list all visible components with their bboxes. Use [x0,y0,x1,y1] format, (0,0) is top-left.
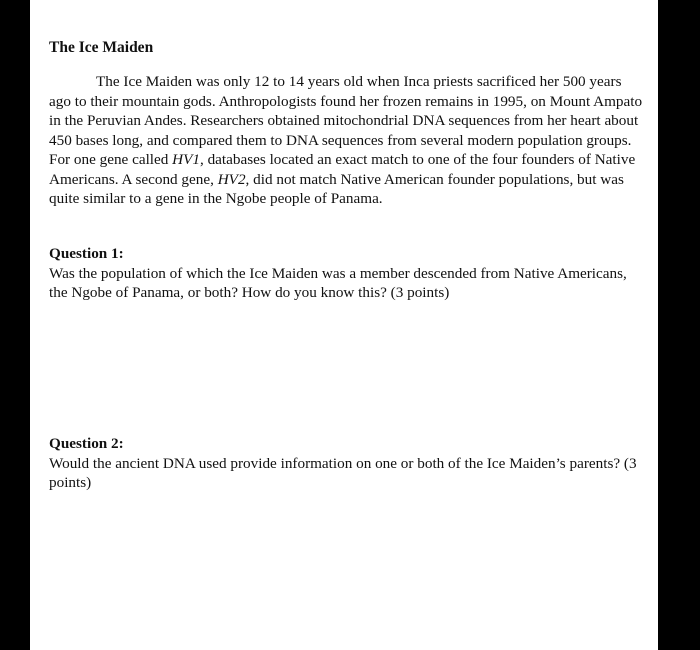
right-black-bar [658,0,700,650]
question-2-heading: Question 2: [49,435,124,452]
question-2 [49,434,645,493]
left-black-bar [0,0,30,650]
document-title: The Ice Maiden [49,39,154,56]
intro-paragraph [49,72,645,209]
paragraph-text-part2: , databases located an exact match to one of the four founders of Native Americans. A second gene, [49,151,636,188]
document-page [30,0,658,650]
gene-hv1: HV1 [172,151,200,168]
paragraph-text-part3: , did not match Native American founder populations, but was quite similar to a gene in the Ngobe people of Panama. [49,170,624,207]
gene-hv2: HV2 [217,170,246,188]
paragraph-text-part1: The Ice Maiden was only 12 to 14 years old when Inca priests sacrificed her 500 years ago to their mountain gods. Anthropologists found her frozen remains in 1995, on Mount Ampato in the Peruvian Andes. Researchers obtained mitochondrial DNA sequences from her heart about 450 bases long, and compared them to DNA sequences from several modern population groups. For one gene called [49,73,643,168]
question-1-text: Was the population of which the Ice Maiden was a member descended from Native Americans, the Ngobe of Panama, or both? How do you know this? (3 points) [49,264,627,301]
question-1 [49,244,645,303]
question-2-text: Would the ancient DNA used provide information on one or both of the Ice Maiden’s parents? (3 points) [49,454,637,491]
question-1-heading: Question 1: [49,245,124,262]
